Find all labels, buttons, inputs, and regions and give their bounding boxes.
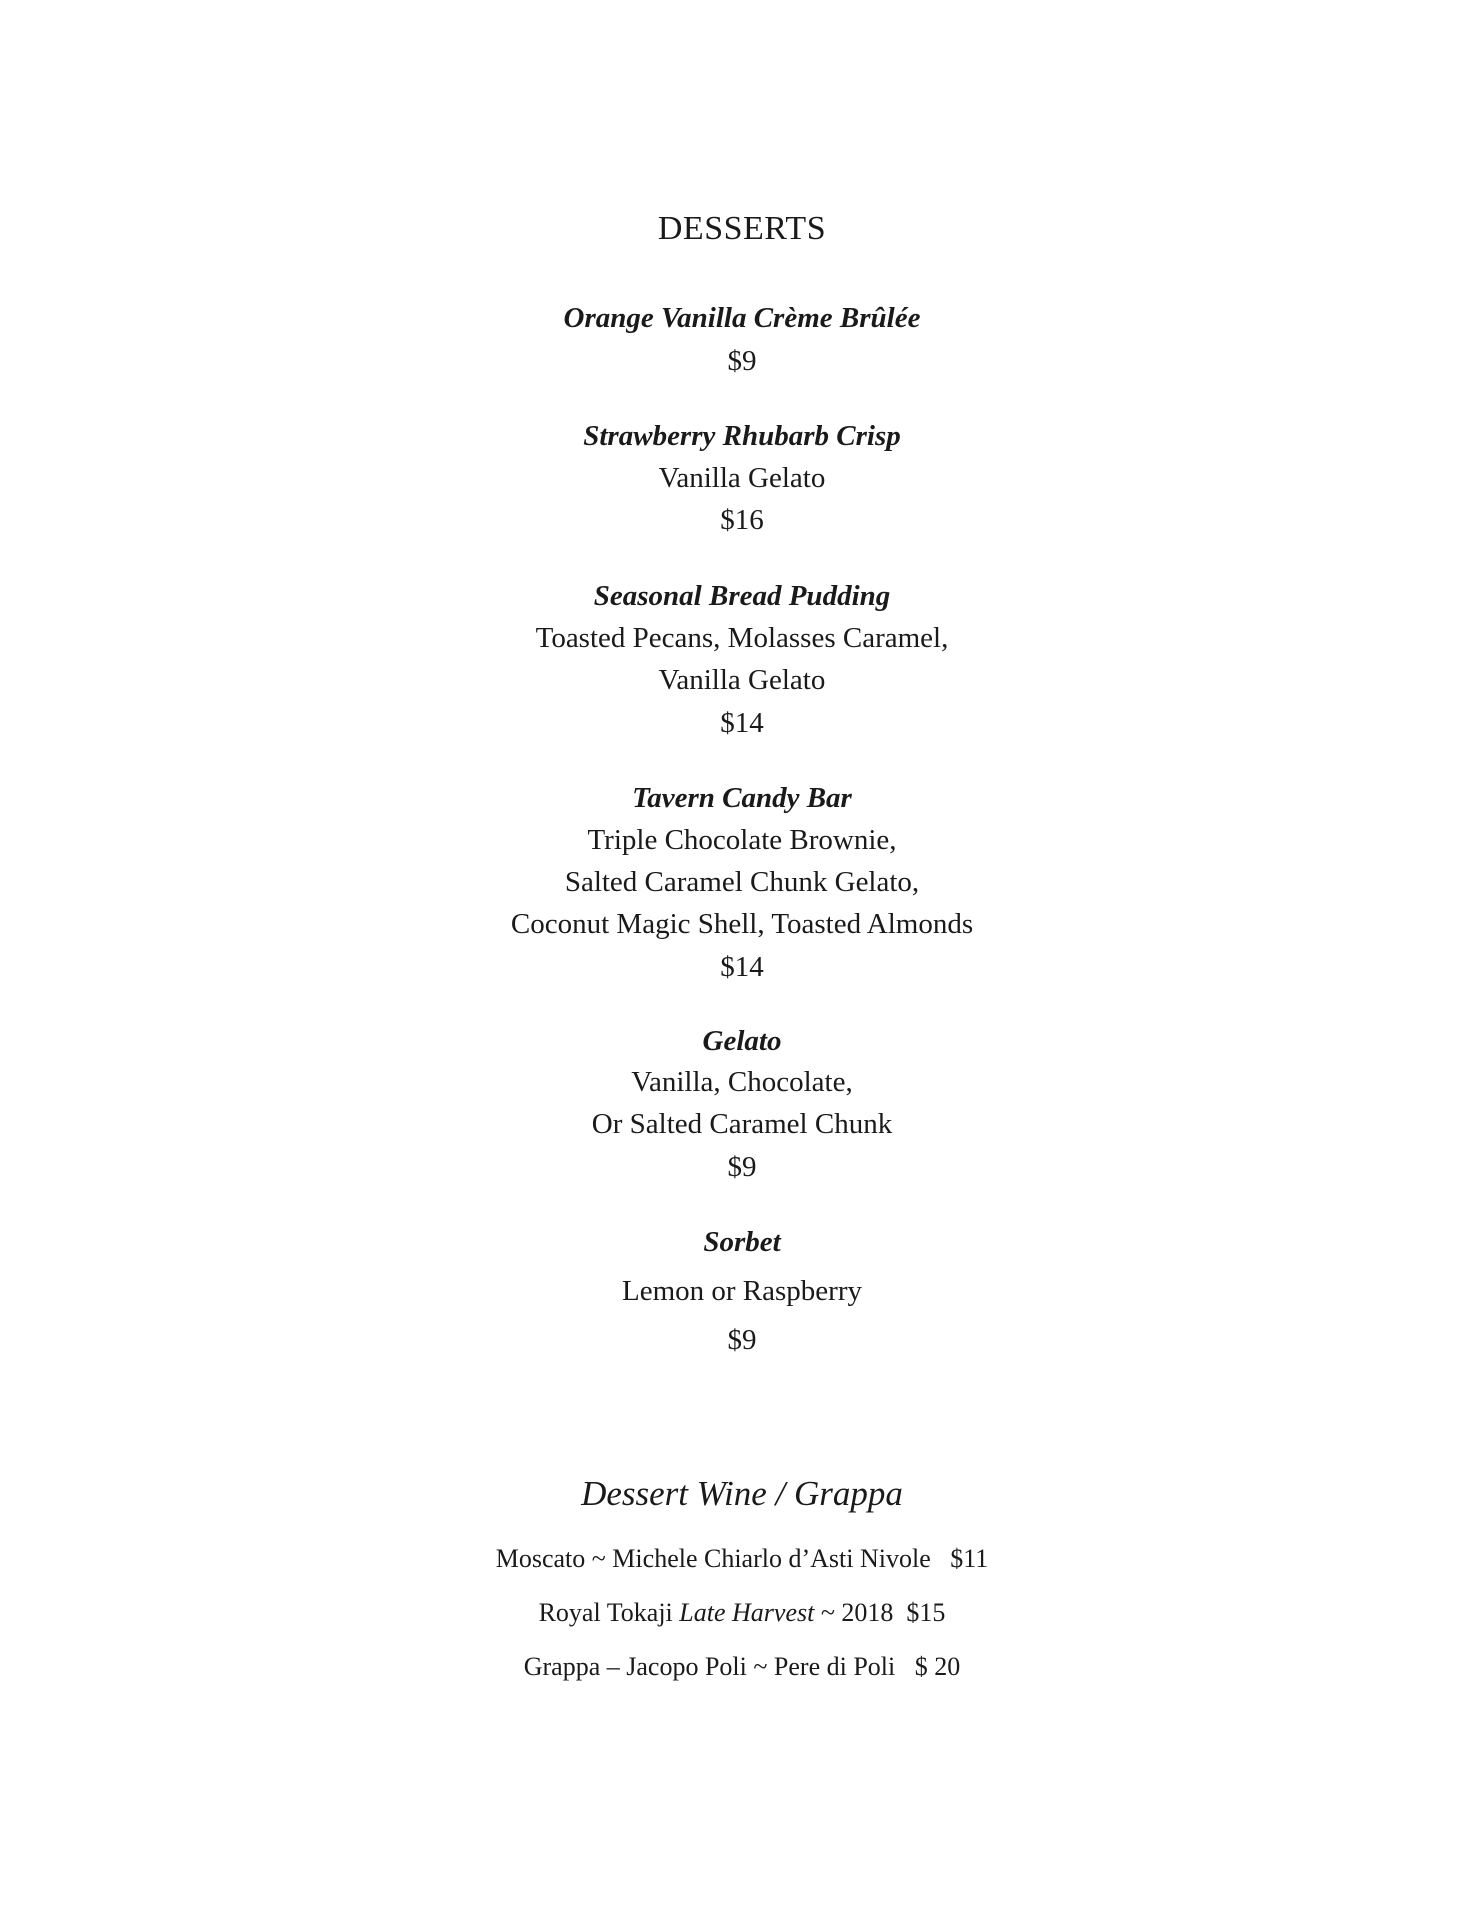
dessert-description-line: Lemon or Raspberry <box>622 1275 862 1307</box>
wine-name: Royal Tokaji <box>538 1598 673 1627</box>
wine-entry <box>0 1598 1484 1628</box>
wine-entry <box>0 1652 1484 1682</box>
wine-vintage: ~ 2018 <box>820 1598 894 1627</box>
wine-price: $15 <box>906 1598 946 1627</box>
dessert-description-line: Vanilla, Chocolate, <box>631 1066 853 1098</box>
wine-name: Grappa – Jacopo Poli ~ Pere di Poli <box>523 1652 896 1681</box>
wine-name: Moscato ~ Michele Chiarlo d’Asti Nivole <box>495 1544 931 1573</box>
dessert-description-line: Vanilla Gelato <box>658 664 826 696</box>
dessert-name: Orange Vanilla Crème Brûlée <box>563 302 921 334</box>
dessert-name: Strawberry Rhubarb Crisp <box>583 420 901 452</box>
dessert-description-line: Or Salted Caramel Chunk <box>591 1108 893 1140</box>
wine-entry <box>0 1544 1484 1574</box>
dessert-price: $14 <box>720 707 764 739</box>
dessert-description-line: Toasted Pecans, Molasses Caramel, <box>535 622 949 654</box>
dessert-price: $16 <box>720 504 764 536</box>
dessert-name: Gelato <box>702 1025 782 1057</box>
section-title-dessert-wine: Dessert Wine / Grappa <box>581 1474 903 1513</box>
dessert-description-line: Salted Caramel Chunk Gelato, <box>564 866 920 898</box>
dessert-price: $9 <box>727 1324 757 1356</box>
dessert-description-line: Coconut Magic Shell, Toasted Almonds <box>510 908 974 940</box>
dessert-name: Seasonal Bread Pudding <box>593 580 891 612</box>
dessert-name: Sorbet <box>703 1226 781 1258</box>
wine-price: $ 20 <box>914 1652 961 1681</box>
dessert-description-line: Triple Chocolate Brownie, <box>587 824 897 856</box>
wine-style: Late Harvest <box>679 1598 815 1627</box>
dessert-price: $9 <box>727 1151 757 1183</box>
dessert-price: $14 <box>720 951 764 983</box>
dessert-name: Tavern Candy Bar <box>632 782 852 814</box>
dessert-description-line: Vanilla Gelato <box>658 462 826 494</box>
dessert-price: $9 <box>727 345 757 377</box>
page-title: DESSERTS <box>657 210 827 247</box>
wine-price: $11 <box>950 1544 989 1573</box>
